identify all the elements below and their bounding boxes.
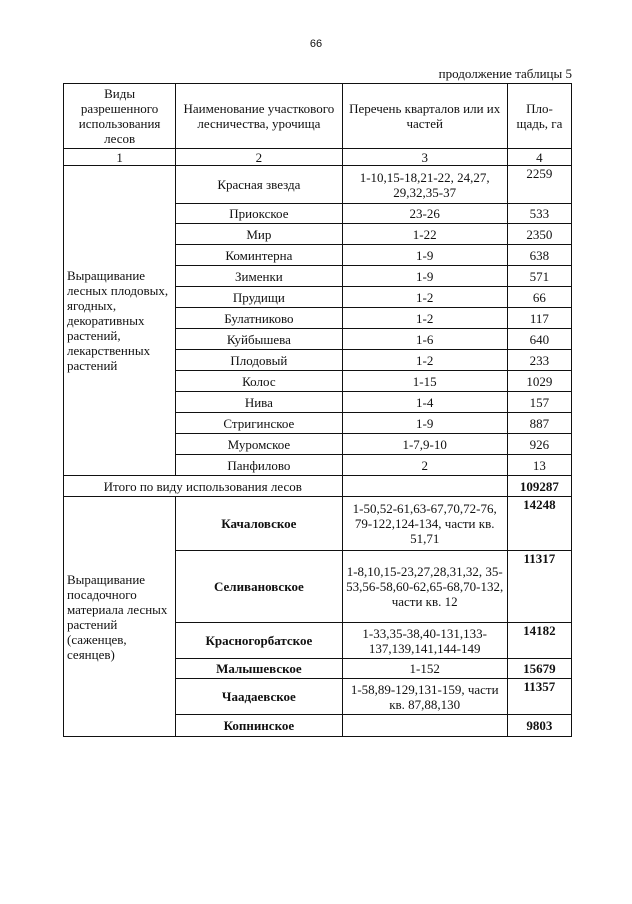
area-value: 640 <box>507 329 571 350</box>
quarters-list: 1-2 <box>342 350 507 371</box>
column-number-row <box>64 149 572 166</box>
header-forestry-name: Наименование участкового лесничества, урочища <box>176 84 342 149</box>
forestry-name: Коминтерна <box>176 245 342 266</box>
area-value: 117 <box>507 308 571 329</box>
area-value: 887 <box>507 413 571 434</box>
quarters-list: 1-2 <box>342 308 507 329</box>
area-value: 638 <box>507 245 571 266</box>
forestry-name: Колос <box>176 371 342 392</box>
forestry-name: Куйбышева <box>176 329 342 350</box>
total-row <box>64 476 572 497</box>
area-value: 11317 <box>507 551 571 623</box>
forestry-name: Зименки <box>176 266 342 287</box>
forestry-name: Красногорбатское <box>176 623 342 659</box>
area-value: 233 <box>507 350 571 371</box>
group-label-planting-material: Выращивание посадочного материала лесных растений (саженцев, сеянцев) <box>64 497 176 737</box>
quarters-list: 1-6 <box>342 329 507 350</box>
forestry-name: Чаадаевское <box>176 679 342 715</box>
quarters-list: 1-9 <box>342 245 507 266</box>
column-number: 4 <box>507 149 571 166</box>
forestry-name: Стригинское <box>176 413 342 434</box>
quarters-list: 1-50,52-61,63-67,70,72-76, 79-122,124-134, части кв. 51,71 <box>342 497 507 551</box>
area-value: 11357 <box>507 679 571 715</box>
column-number: 3 <box>342 149 507 166</box>
quarters-list: 1-9 <box>342 266 507 287</box>
area-value: 157 <box>507 392 571 413</box>
quarters-list: 1-22 <box>342 224 507 245</box>
table-caption: продолжение таблицы 5 <box>438 66 572 81</box>
table-row <box>64 497 572 551</box>
area-value: 14248 <box>507 497 571 551</box>
area-value: 1029 <box>507 371 571 392</box>
header-quarters: Перечень кварталов или их частей <box>342 84 507 149</box>
area-value: 13 <box>507 455 571 476</box>
forestry-name: Качаловское <box>176 497 342 551</box>
area-value: 66 <box>507 287 571 308</box>
forestry-name: Панфилово <box>176 455 342 476</box>
forestry-name: Красная звезда <box>176 166 342 204</box>
table-row <box>64 166 572 204</box>
column-number: 2 <box>176 149 342 166</box>
quarters-list: 1-8,10,15-23,27,28,31,32, 35-53,56-58,60-62,65-68,70-132, части кв. 12 <box>342 551 507 623</box>
quarters-list: 1-33,35-38,40-131,133-137,139,141,144-149 <box>342 623 507 659</box>
total-empty-cell <box>342 476 507 497</box>
forestry-name: Нива <box>176 392 342 413</box>
column-number: 1 <box>64 149 176 166</box>
quarters-list: 1-58,89-129,131-159, части кв. 87,88,130 <box>342 679 507 715</box>
area-value: 2350 <box>507 224 571 245</box>
quarters-list: 1-10,15-18,21-22, 24,27, 29,32,35-37 <box>342 166 507 204</box>
quarters-list: 1-152 <box>342 659 507 679</box>
total-label: Итого по виду использования лесов <box>64 476 343 497</box>
forestry-name: Прудищи <box>176 287 342 308</box>
quarters-list: 1-7,9-10 <box>342 434 507 455</box>
quarters-list: 23-26 <box>342 204 507 224</box>
area-value: 15679 <box>507 659 571 679</box>
quarters-list <box>342 715 507 737</box>
quarters-list: 1-2 <box>342 287 507 308</box>
forestry-name: Муромское <box>176 434 342 455</box>
forestry-name: Булатниково <box>176 308 342 329</box>
area-value: 571 <box>507 266 571 287</box>
table-header-row <box>64 84 572 149</box>
header-area: Пло-щадь, га <box>507 84 571 149</box>
area-value: 533 <box>507 204 571 224</box>
forest-use-table <box>63 83 572 737</box>
area-value: 14182 <box>507 623 571 659</box>
page-number: 66 <box>309 38 323 50</box>
total-area-value: 109287 <box>507 476 571 497</box>
area-value: 2259 <box>507 166 571 204</box>
area-value: 9803 <box>507 715 571 737</box>
forestry-name: Малышевское <box>176 659 342 679</box>
area-value: 926 <box>507 434 571 455</box>
forestry-name: Мир <box>176 224 342 245</box>
quarters-list: 1-15 <box>342 371 507 392</box>
header-use-type: Виды разрешенного использования лесов <box>64 84 176 149</box>
group-label-fruit-plants: Выращивание лесных плодовых, ягодных, декоративных растений, лекарственных растений <box>64 166 176 476</box>
forestry-name: Копнинское <box>176 715 342 737</box>
forestry-name: Селивановское <box>176 551 342 623</box>
forestry-name: Приокское <box>176 204 342 224</box>
quarters-list: 1-4 <box>342 392 507 413</box>
forestry-name: Плодовый <box>176 350 342 371</box>
quarters-list: 1-9 <box>342 413 507 434</box>
quarters-list: 2 <box>342 455 507 476</box>
